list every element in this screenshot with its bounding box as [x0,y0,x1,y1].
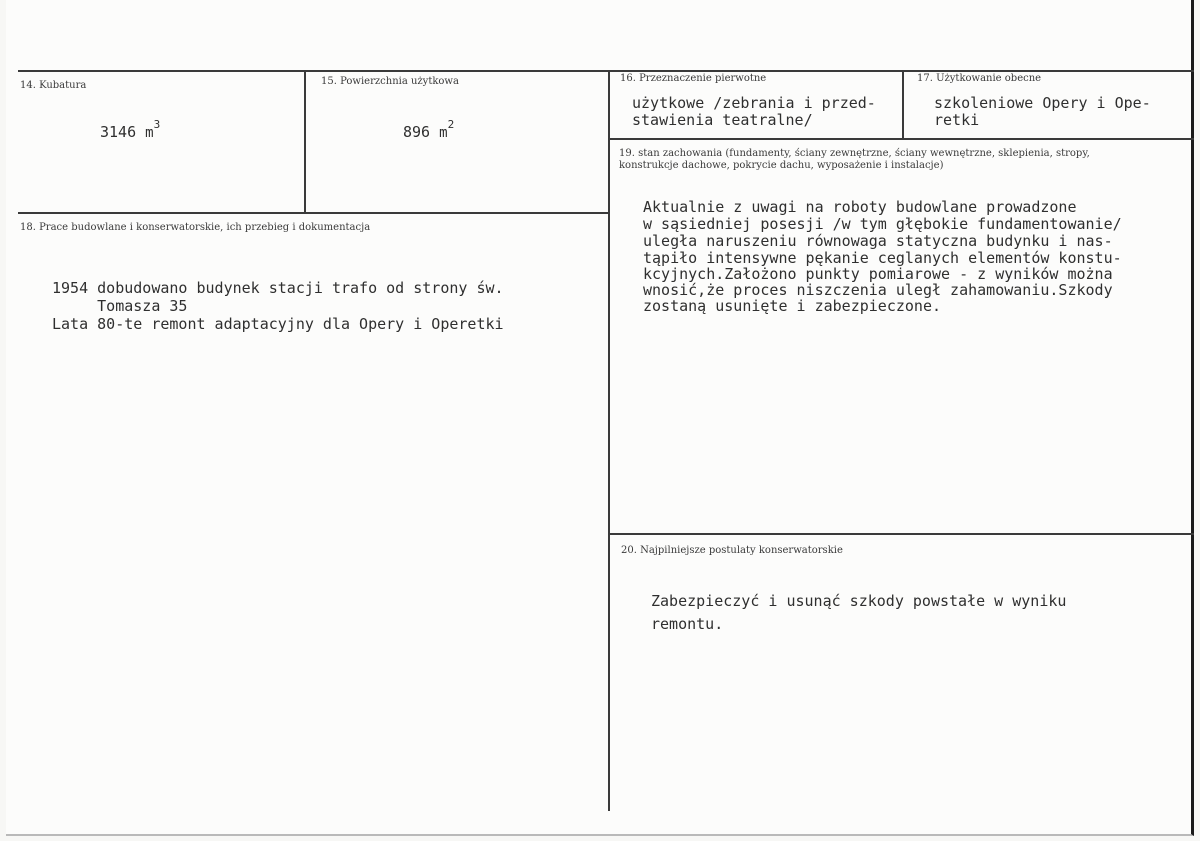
field-19-line-3: uległa naruszeniu równowaga statyczna budynku i nas- [643,232,1113,250]
field-19-line-5: kcyjnych.Założono punkty pomiarowe - z wyników można [643,265,1113,283]
divider-14-15 [304,70,306,213]
divider-16-17 [902,70,904,139]
field-19-label-line-1: 19. stan zachowania (fundamenty, ściany zewnętrzne, ściany wewnętrzne, sklepienia, stropy, [619,148,1090,159]
field-14-label: 14. Kubatura [20,80,87,91]
field-18-line-1: 1954 dobudowano budynek stacji trafo od strony św. [52,279,504,297]
field-18-line-2: Tomasza 35 [52,297,188,315]
area-exponent: 2 [447,118,455,131]
area-number: 896 [403,123,431,141]
rule-under-16-17 [608,138,1194,140]
field-20-line-2: remontu. [651,615,724,633]
field-17-line-1: szkoleniowe Opery i Ope- [934,94,1151,112]
field-19-line-1: Aktualnie z uwagi na roboty budowlane prowadzone [643,198,1077,216]
volume-exponent: 3 [153,118,161,131]
field-17-label: 17. Użytkowanie obecne [917,73,1042,84]
field-16-line-1: użytkowe /zebrania i przed- [632,94,876,112]
top-rule [18,70,1194,72]
volume-number: 3146 [100,123,137,141]
field-15-value [403,117,454,142]
field-19-line-4: tąpiło intensywne pękanie ceglanych elementów konstu- [643,249,1122,267]
field-17-line-2: retki [934,111,980,129]
field-19-line-6: wnosić,że proces niszczenia uległ zahamowaniu.Szkody [643,281,1113,299]
center-divider [608,70,610,811]
field-20-line-1: Zabezpieczyć i usunąć szkody powstałe w wyniku [651,592,1067,610]
field-16-label: 16. Przeznaczenie pierwotne [620,73,767,84]
field-15-label: 15. Powierzchnia użytkowa [321,76,459,87]
field-18-line-3: Lata 80-te remont adaptacyjny dla Opery i Operetki [52,315,504,333]
field-14-value [100,117,160,142]
area-unit: m [439,125,448,141]
rule-above-20 [610,533,1194,535]
field-18-label: 18. Prace budowlane i konserwatorskie, ich przebieg i dokumentacja [20,222,371,233]
field-20-label: 20. Najpilniejsze postulaty konserwatorskie [621,545,843,556]
rule-under-14-15 [18,212,610,214]
field-19-line-2: w sąsiedniej posesji /w tym głębokie fundamentowanie/ [643,215,1122,233]
field-19-line-7: zostaną usunięte i zabezpieczone. [643,297,942,315]
record-card [6,0,1194,836]
field-19-label-line-2: konstrukcje dachowe, pokrycie dachu, wyposażenie i instalacje) [619,160,944,171]
field-16-line-2: stawienia teatralne/ [632,111,813,129]
volume-unit: m [145,125,154,141]
